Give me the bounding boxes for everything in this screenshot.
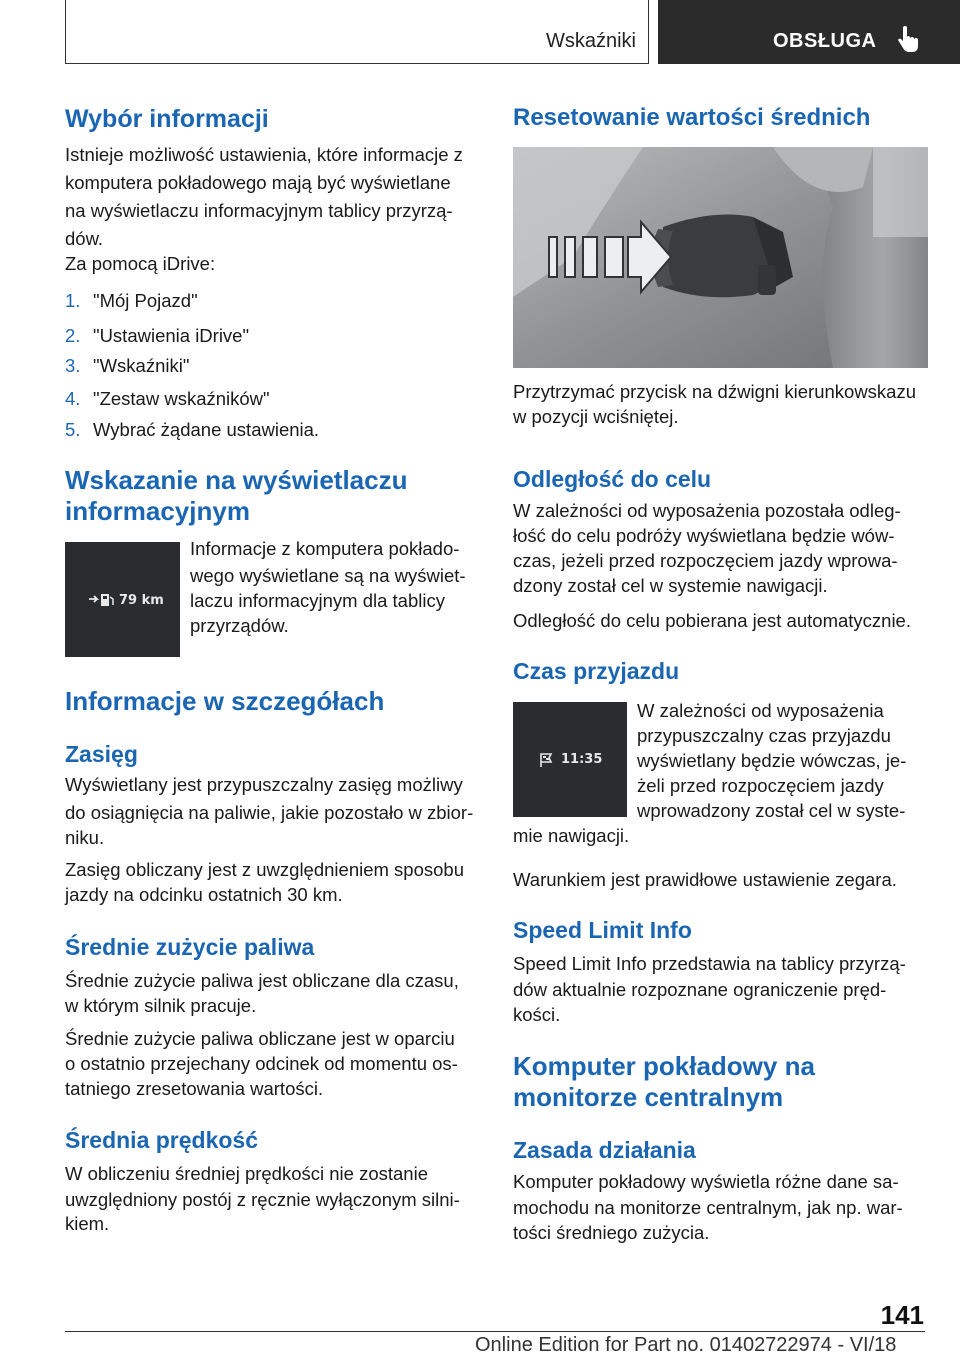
heading-srednia-predkosc: Średnia prędkość bbox=[65, 1127, 259, 1153]
paragraph-wskazanie-line: wego wyświetlane są na wyświet‐ bbox=[190, 565, 466, 586]
paragraph-zasada-line: Komputer pokładowy wyświetla różne dane sa‐ bbox=[513, 1171, 899, 1192]
paragraph-czas-line: przypuszczalny czas przyjazdu bbox=[637, 725, 891, 746]
paragraph-wybor-line: dów. bbox=[65, 228, 104, 249]
heading-informacje-szczegoly: Informacje w szczegółach bbox=[65, 686, 385, 716]
paragraph-zasieg-line: Wyświetlany jest przypuszczalny zasięg możliwy bbox=[65, 774, 463, 795]
heading-wybor-informacji: Wybór informacji bbox=[65, 105, 269, 133]
navigation-flag-icon bbox=[539, 752, 555, 768]
paragraph-wybor-line: na wyświetlaczu informacyjnym tablicy przyrzą‐ bbox=[65, 200, 453, 221]
display-range-value: 79 km bbox=[119, 593, 164, 608]
paragraph-czas-line: wyświetlany będzie wówczas, je‐ bbox=[637, 750, 907, 771]
step-number: 5. bbox=[65, 419, 81, 440]
pointing-hand-icon bbox=[898, 26, 920, 54]
step-number: 1. bbox=[65, 290, 81, 311]
paragraph-odleglosc-auto: Odległość do celu pobierana jest automatycznie. bbox=[513, 610, 911, 631]
heading-komputer-line1: Komputer pokładowy na bbox=[513, 1051, 815, 1081]
paragraph-wybor-line: komputera pokładowego mają być wyświetlane bbox=[65, 172, 451, 193]
step-number: 3. bbox=[65, 355, 81, 376]
info-display-range bbox=[65, 542, 180, 657]
heading-komputer-line2: monitorze centralnym bbox=[513, 1082, 784, 1112]
paragraph-odleglosc-line: czas, jeżeli przed rozpoczęciem jazdy wprowa‐ bbox=[513, 550, 898, 571]
paragraph-zasieg-line: Zasięg obliczany jest z uwzględnieniem sposobu bbox=[65, 859, 464, 880]
paragraph-zasieg-line: niku. bbox=[65, 827, 105, 848]
paragraph-odleglosc-line: W zależności od wyposażenia pozostała odleg‐ bbox=[513, 500, 901, 521]
header-section-box bbox=[65, 0, 649, 64]
paragraph-zuzycie-line: w którym silnik pracuje. bbox=[65, 995, 257, 1016]
paragraph-zasada-line: mochodu na monitorze centralnym, jak np. war‐ bbox=[513, 1197, 903, 1218]
paragraph-wybor-line: Istnieje możliwość ustawienia, które informacje z bbox=[65, 144, 463, 165]
heading-odleglosc: Odległość do celu bbox=[513, 466, 712, 492]
footer-divider bbox=[65, 1331, 925, 1332]
heading-speed-limit-info: Speed Limit Info bbox=[513, 917, 692, 943]
fuel-range-icon bbox=[89, 593, 117, 607]
step-text: "Ustawienia iDrive" bbox=[93, 325, 250, 346]
footer-edition: Online Edition for Part no. 01402722974 - VI/18 bbox=[475, 1334, 897, 1356]
paragraph-reset-line: w pozycji wciśniętej. bbox=[513, 406, 679, 427]
paragraph-czas-line: mie nawigacji. bbox=[513, 825, 630, 846]
paragraph-speed-line: dów aktualnie rozpoznane ograniczenie pręd‐ bbox=[513, 979, 887, 1000]
paragraph-odleglosc-line: dzony został cel w systemie nawigacji. bbox=[513, 575, 828, 596]
lever-illustration bbox=[513, 147, 928, 368]
page-number: 141 bbox=[880, 1300, 924, 1330]
paragraph-predkosc-line: kiem. bbox=[65, 1213, 110, 1234]
paragraph-zuzycie-line: Średnie zużycie paliwa jest obliczane dla czasu, bbox=[65, 970, 459, 991]
heading-wskazanie-line2: informacyjnym bbox=[65, 496, 250, 526]
photo-turn-signal-lever bbox=[513, 147, 928, 368]
paragraph-czas-line: żeli przed rozpoczęciem jazdy bbox=[637, 775, 884, 796]
paragraph-czas-line: W zależności od wyposażenia bbox=[637, 700, 884, 721]
paragraph-zuzycie-line: Średnie zużycie paliwa obliczane jest w oparciu bbox=[65, 1028, 455, 1049]
paragraph-zuzycie-line: tatniego zresetowania wartości. bbox=[65, 1078, 324, 1099]
paragraph-predkosc-line: W obliczeniu średniej prędkości nie zostanie bbox=[65, 1163, 428, 1184]
paragraph-czas-line: wprowadzony został cel w syste‐ bbox=[637, 800, 906, 821]
heading-wskazanie-line1: Wskazanie na wyświetlaczu bbox=[65, 465, 408, 495]
header-section-label: Wskaźniki bbox=[545, 30, 636, 52]
header-chapter-tab bbox=[658, 0, 960, 64]
heading-zasieg: Zasięg bbox=[65, 741, 138, 767]
paragraph-zasieg-line: do osiągnięcia na paliwie, jakie pozostało w zbior‐ bbox=[65, 802, 474, 823]
paragraph-wskazanie-line: Informacje z komputera pokłado‐ bbox=[190, 538, 460, 559]
info-display-arrival bbox=[513, 702, 627, 817]
heading-czas-przyjazdu: Czas przyjazdu bbox=[513, 658, 680, 684]
heading-resetowanie: Resetowanie wartości średnich bbox=[513, 104, 871, 131]
paragraph-reset-line: Przytrzymać przycisk na dźwigni kierunkowskazu bbox=[513, 381, 917, 402]
heading-zasada-dzialania: Zasada działania bbox=[513, 1137, 696, 1163]
step-text: Wybrać żądane ustawienia. bbox=[93, 419, 320, 440]
paragraph-wskazanie-line: przyrządów. bbox=[190, 615, 289, 636]
step-text: "Mój Pojazd" bbox=[93, 290, 198, 311]
step-text: "Wskaźniki" bbox=[93, 355, 190, 376]
paragraph-warunek: Warunkiem jest prawidłowe ustawienie zegara. bbox=[513, 869, 897, 890]
paragraph-speed-line: kości. bbox=[513, 1004, 561, 1025]
header-chapter-label: OBSŁUGA bbox=[773, 30, 877, 52]
step-number: 4. bbox=[65, 388, 81, 409]
paragraph-predkosc-line: uwzględniony postój z ręcznie wyłączonym silni‐ bbox=[65, 1189, 460, 1210]
step-text: "Zestaw wskaźników" bbox=[93, 388, 270, 409]
display-arrival-time: 11:35 bbox=[561, 752, 603, 767]
paragraph-wskazanie-line: laczu informacyjnym dla tablicy bbox=[190, 590, 445, 611]
paragraph-zasieg-line: jazdy na odcinku ostatnich 30 km. bbox=[65, 884, 343, 905]
heading-srednie-zuzycie: Średnie zużycie paliwa bbox=[65, 934, 315, 960]
paragraph-odleglosc-line: łość do celu podróży wyświetlana będzie wów‐ bbox=[513, 525, 895, 546]
paragraph-zuzycie-line: o ostatnio przejechany odcinek od momentu os‐ bbox=[65, 1053, 458, 1074]
paragraph-speed-line: Speed Limit Info przedstawia na tablicy przyrzą‐ bbox=[513, 953, 906, 974]
step-number: 2. bbox=[65, 325, 81, 346]
paragraph-za-pomoca: Za pomocą iDrive: bbox=[65, 253, 216, 274]
paragraph-zasada-line: tości średniego zużycia. bbox=[513, 1222, 710, 1243]
